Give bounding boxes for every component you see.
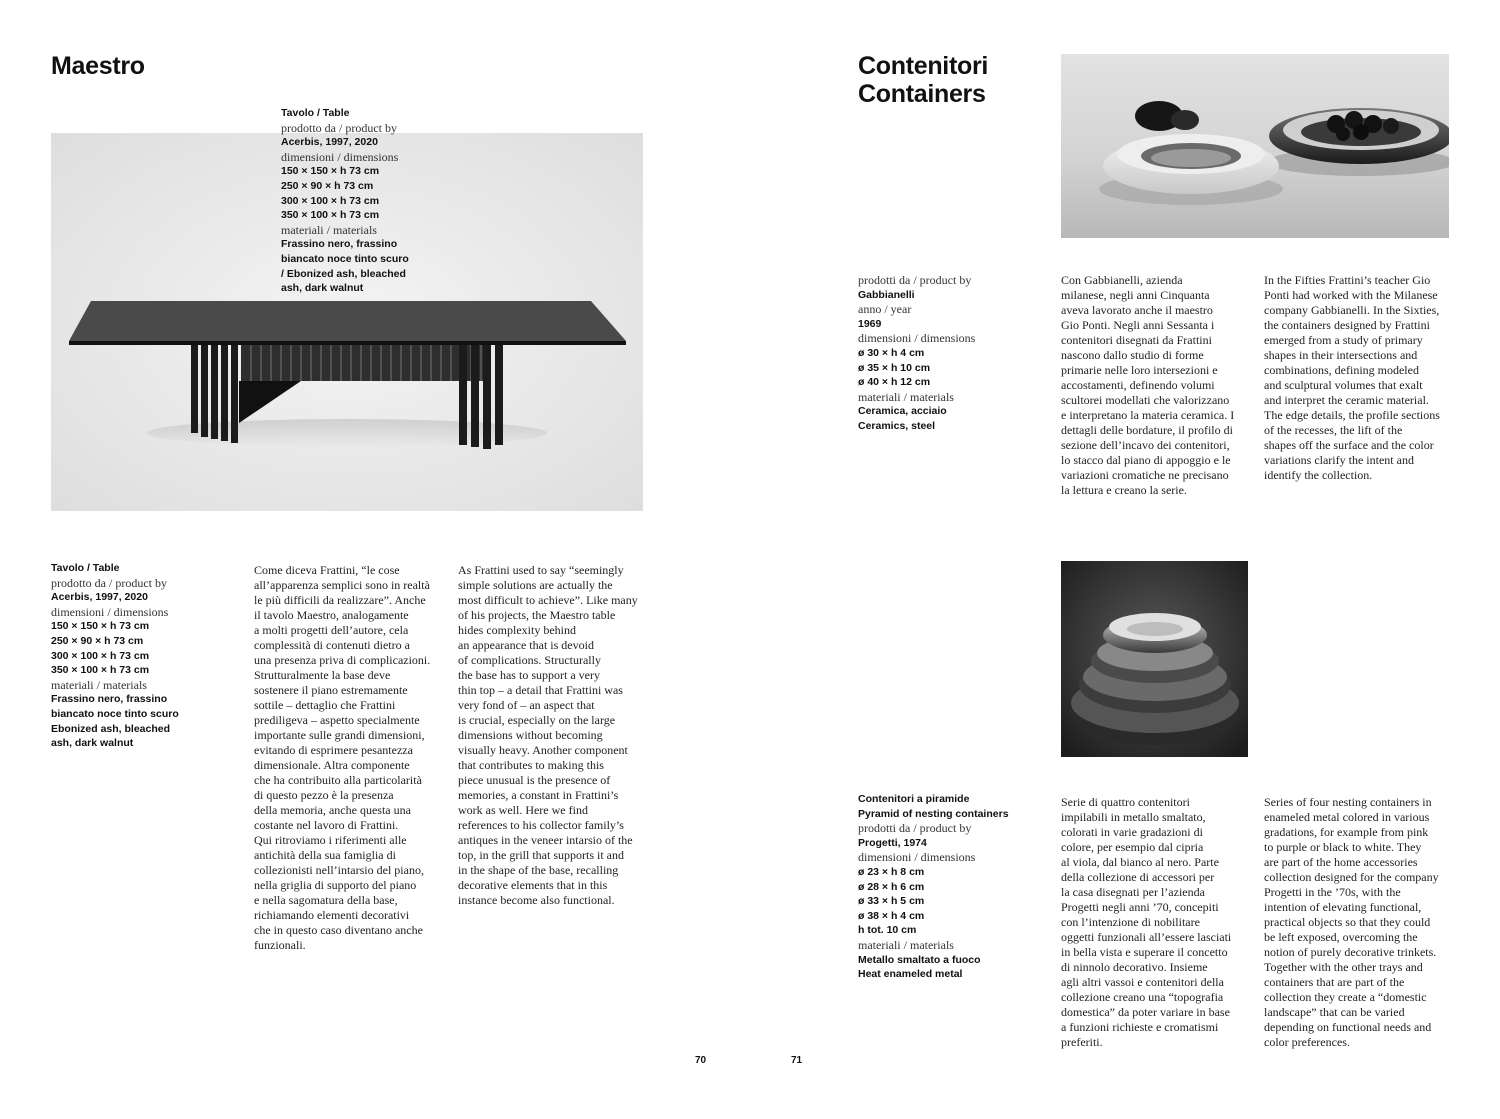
maestro-text-italian: Come diceva Frattini, “le cose all’apparenza semplici sono in realtà le più difficili da realizzare”. Anche il tavolo Maestro, analogamente a molti progetti dell’autore, cela complessità di contenuti dietro a una presenza priva di complicazioni. Strutturalmente la base deve sostenere il piano estremamente sottile – dettaglio che Frattini prediligeva – aspetto specialmente importante sulle grandi dimensioni, evitando di esprimere pesantezza dimensionale. Altra componente che ha contribuito alla particolarità di questo pezzo è la presenza della memoria, anche questa una costante nel lavoro di Frattini. Qui ritroviamo i riferimenti alle antichità della sua famiglia di collezionisti nell’intarsio del piano, nella griglia di supporto del piano e nella sagomatura della base, richiamando elementi decorativi che in questo caso diventano anche funzionali.: [254, 563, 431, 952]
spec-dimension: ø 35 × h 10 cm: [858, 361, 931, 374]
spec-material: biancato noce tinto scuro: [281, 252, 409, 265]
spec-dimension: ø 23 × h 8 cm: [858, 865, 925, 878]
spec-dimensions-label: dimensioni / dimensions: [858, 850, 976, 865]
spec-producer-label: prodotti da / product by: [858, 821, 972, 836]
spec-materials-label: materiali / materials: [858, 937, 954, 952]
spec-materials-label: materiali / materials: [858, 389, 954, 404]
title-line-english: Containers: [858, 80, 986, 108]
spec-material: Ceramica, acciaio: [858, 405, 947, 418]
spec-dimension: 250 × 90 × h 73 cm: [281, 179, 374, 192]
spec-dimension: 300 × 100 × h 73 cm: [281, 194, 380, 207]
spec-year-label: anno / year: [858, 302, 912, 317]
gabbianelli-text-english: In the Fifties Frattini’s teacher Gio Ponti had worked with the Milanese company Gabbianelli. In the Sixties, the containers designed by Frattini emerged from a study of primary shapes in their intersections and combinations, defining modeled and sculptural volumes that exalt and interpret the ceramic material. The edge details, the profile sections of the recesses, the lift of the shapes off the surface and the color variations clarify the intent and identify the collection.: [1264, 273, 1440, 482]
page-title-contenitori: [858, 52, 988, 108]
spec-dimensions-label: dimensioni / dimensions: [281, 149, 399, 164]
spec-name-english: Pyramid of nesting containers: [858, 807, 1009, 820]
nesting-text-italian: Serie di quattro contenitori impilabili in metallo smaltato, colorati in varie gradazioni di colore, per esempio dal cipria al viola, dal bianco al nero. Parte della collezione di accessori per la casa disegnati per l’azienda Progetti negli anni ’70, concepiti con l’intenzione di nobilitare oggetti funzionali all’essere lasciati in bella vista e superare il concetto di ninnolo decorativo. Insieme agli altri vassoi e contenitori della collezione creano una “topografia domestica” da poter variare in base a funzioni richieste e cromatismi preferiti.: [1061, 795, 1232, 1049]
gabbianelli-spec: [858, 273, 975, 434]
spec-material: Metallo smaltato a fuoco: [858, 953, 981, 966]
gabbianelli-containers-photo: [1061, 54, 1449, 238]
spec-material: Ceramics, steel: [858, 419, 936, 432]
gabbianelli-text-italian: Con Gabbianelli, azienda milanese, negli anni Cinquanta aveva lavorato anche il maestro Gio Ponti. Negli anni Sessanta i contenitori disegnati da Frattini nascono dallo studio di forme primarie nelle loro intersezioni e accostamenti, definendo volumi scultorei modellati che valorizzano e interpretano la materia ceramica. I dettagli delle bordature, il profilo di sezione dell’incavo dei contenitori, lo stacco dal piano di appoggio e le variazioni cromatiche ne precisano la lettura e creano la serie.: [1061, 273, 1235, 497]
title-line-italian: Contenitori: [858, 52, 989, 80]
spec-dimension: 300 × 100 × h 73 cm: [51, 649, 150, 662]
spec-dimension: 350 × 100 × h 73 cm: [281, 209, 380, 222]
spec-producer: Acerbis, 1997, 2020: [51, 591, 148, 604]
spec-material: Ebonized ash, bleached: [51, 722, 171, 735]
spec-material: / Ebonized ash, bleached: [281, 267, 406, 280]
spec-dimension: ø 30 × h 4 cm: [858, 346, 925, 359]
spec-dimensions-label: dimensioni / dimensions: [51, 604, 169, 619]
spec-dimension: 150 × 150 × h 73 cm: [281, 165, 380, 178]
nesting-text-english: Series of four nesting containers in enameled metal colored in various gradations, for example from pink to purple or black to white. They are part of the home accessories collection designed for the company Progetti in the ’70s, with the intention of elevating functional, practical objects so that they could be left exposed, overcoming the notion of purely decorative trinkets. Together with the other trays and containers that are part of the collection they create a “domestic landscape” that can be varied depending on functional needs and color preferences.: [1264, 795, 1439, 1049]
page-title-maestro: Maestro: [51, 52, 145, 80]
spec-dimension: h tot. 10 cm: [858, 924, 917, 937]
spec-year: 1969: [858, 317, 882, 330]
spec-name-italian: Contenitori a piramide: [858, 793, 970, 805]
spec-producer-label: prodotto da / product by: [51, 575, 167, 590]
spec-producer: Acerbis, 1997, 2020: [281, 136, 378, 149]
spec-producer-label: prodotto da / product by: [281, 120, 397, 135]
spec-materials-label: materiali / materials: [281, 222, 377, 237]
spec-dimensions-label: dimensioni / dimensions: [858, 331, 976, 346]
spec-producer: Progetti, 1974: [858, 836, 927, 849]
nesting-containers-spec: [858, 792, 1009, 982]
maestro-spec: [51, 561, 179, 751]
overlay-spec: [281, 106, 409, 296]
spec-dimension: 150 × 150 × h 73 cm: [51, 620, 150, 633]
spec-material: Frassino nero, frassino: [281, 238, 398, 251]
page-number-right: 71: [791, 1055, 803, 1066]
spec-material: Heat enameled metal: [858, 968, 963, 981]
spec-material: ash, dark walnut: [281, 282, 364, 295]
spec-dimension: ø 28 × h 6 cm: [858, 880, 925, 893]
spec-material: ash, dark walnut: [51, 737, 134, 750]
spec-producer-label: prodotti da / product by: [858, 273, 972, 287]
spec-type: Tavolo / Table: [51, 562, 120, 574]
spec-dimension: 250 × 90 × h 73 cm: [51, 634, 144, 647]
spec-dimension: ø 33 × h 5 cm: [858, 895, 925, 908]
nesting-containers-photo: [1061, 561, 1248, 757]
spec-type: Tavolo / Table: [281, 107, 350, 119]
spec-dimension: ø 40 × h 12 cm: [858, 376, 931, 389]
page-number-left: 70: [695, 1055, 707, 1066]
spec-dimension: 350 × 100 × h 73 cm: [51, 664, 150, 677]
spec-dimension: ø 38 × h 4 cm: [858, 909, 925, 922]
spec-materials-label: materiali / materials: [51, 677, 147, 692]
spec-producer: Gabbianelli: [858, 288, 915, 301]
spec-material: Frassino nero, frassino: [51, 693, 168, 706]
maestro-text-english: As Frattini used to say “seemingly simple solutions are actually the most difficult to achieve”. Like many of his projects, the Maestro table hides complexity behind an appearance that is devoid of complications. Structurally the base has to support a very thin top – a detail that Frattini was very fond of – an aspect that is crucial, especially on the large dimensions without becoming visually heavy. Another component that contributes to making this piece unusual is the presence of memories, a constant in Frattini’s work as well. Here we find references to his collector family’s antiques in the veneer intarsio of the top, in the grill that supports it and in the shape of the base, recalling decorative elements that in this instance become also functional.: [458, 563, 638, 907]
spec-material: biancato noce tinto scuro: [51, 707, 179, 720]
